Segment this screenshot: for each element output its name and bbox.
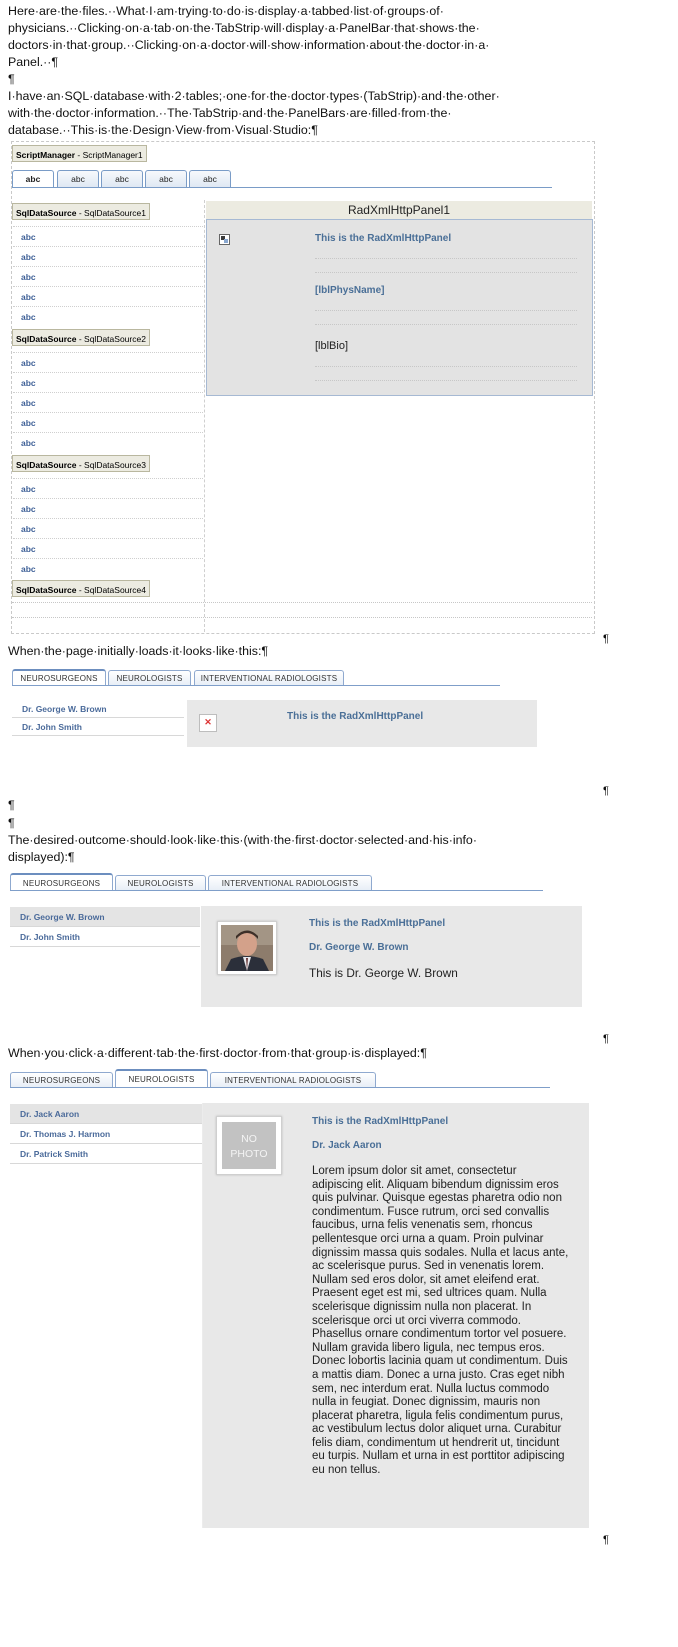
design-tab[interactable]: abc <box>57 170 99 187</box>
radxmlhttppanel <box>201 906 582 1007</box>
intro-line: database.··This·is·the·Design·View·from·Visual·Studio:¶ <box>8 123 318 137</box>
design-panelbar-item[interactable]: abc <box>21 564 36 574</box>
tab-neurosurgeons[interactable]: NEUROSURGEONS <box>10 873 113 891</box>
tab-interventional-radiologists[interactable]: INTERVENTIONAL RADIOLOGISTS <box>194 670 344 686</box>
tab-neurologists[interactable]: NEUROLOGISTS <box>108 670 191 686</box>
no-photo-image <box>222 1122 276 1169</box>
design-panelbar-item[interactable]: abc <box>21 418 36 428</box>
panel-header-label: RadXmlHttpPanel1 <box>347 203 451 217</box>
design-panelbar-item[interactable]: abc <box>21 504 36 514</box>
doctor-item-selected[interactable]: Dr. George W. Brown <box>10 907 200 927</box>
no-photo-placeholder <box>216 1116 282 1175</box>
design-panel <box>206 219 593 396</box>
paragraph-mark: ¶ <box>603 1033 609 1045</box>
panel-title: This is the RadXmlHttpPanel <box>312 1116 449 1127</box>
design-panelbar-item[interactable]: abc <box>21 232 36 242</box>
design-tab[interactable]: abc <box>12 170 54 188</box>
design-panelbar-item[interactable]: abc <box>21 398 36 408</box>
design-panelbar-item[interactable]: abc <box>21 484 36 494</box>
doctor-item[interactable]: Dr. John Smith <box>10 927 200 947</box>
intro-line: with·the·doctor·information.··The·TabStrip·and·the·PanelBars·are·filled·from·the· <box>8 106 452 120</box>
panel-header <box>206 201 592 220</box>
design-panelbar-item[interactable]: abc <box>21 312 36 322</box>
script-manager-tag: ScriptManager - ScriptManager1 <box>12 145 147 162</box>
no-photo-label: PHOTO <box>230 1148 268 1160</box>
intro-line: I·have·an·SQL·database·with·2·tables;·one·for·the·doctor·types·(TabStrip)·and·the·other· <box>8 89 500 103</box>
design-tab[interactable]: abc <box>145 170 187 187</box>
caption: The·desired·outcome·should·look·like·this·(with·the·first·doctor·selected·and·his·info· <box>8 833 477 847</box>
bio-label: [lblBio] <box>315 340 349 352</box>
design-panelbar-item[interactable]: abc <box>21 252 36 262</box>
phys-name-label: [lblPhysName] <box>315 285 385 296</box>
tab-interventional-radiologists[interactable]: INTERVENTIONAL RADIOLOGISTS <box>208 875 372 891</box>
design-panelbar-item[interactable]: abc <box>21 358 36 368</box>
sqldatasource-tag: SqlDataSource - SqlDataSource1 <box>12 203 150 220</box>
paragraph-mark: ¶ <box>603 633 609 645</box>
tab-neurosurgeons[interactable]: NEUROSURGEONS <box>12 669 106 685</box>
tab-neurologists[interactable]: NEUROLOGISTS <box>115 1069 208 1088</box>
intro-line: Panel.··¶ <box>8 55 59 69</box>
doctor-item[interactable]: Dr. George W. Brown <box>12 700 184 718</box>
design-panelbar-item[interactable]: abc <box>21 272 36 282</box>
broken-image-icon: ✕ <box>199 714 217 732</box>
paragraph-mark: ¶ <box>8 798 15 812</box>
design-panelbar-item[interactable]: abc <box>21 378 36 388</box>
doctor-photo-image <box>221 925 273 971</box>
caption: When·you·click·a·different·tab·the·first·doctor·from·that·group·is·displayed:¶ <box>8 1046 427 1060</box>
paragraph-mark: ¶ <box>603 1534 609 1546</box>
no-photo-label: NO <box>241 1133 257 1145</box>
doctor-item[interactable]: Dr. John Smith <box>12 718 184 736</box>
intro-line: Here·are·the·files.··What·I·am·trying·to·do·is·display·a·tabbed·list·of·groups·of· <box>8 4 444 18</box>
doctor-photo <box>217 921 277 975</box>
doctor-name: Dr. Jack Aaron <box>312 1140 382 1151</box>
design-panelbar-item[interactable]: abc <box>21 524 36 534</box>
design-panelbar-item[interactable]: abc <box>21 292 36 302</box>
doctor-item[interactable]: Dr. Thomas J. Harmon <box>10 1124 202 1144</box>
intro-line: doctors·in·that·group.··Clicking·on·a·doctor·will·show·information·about·the·doctor·in·a· <box>8 38 490 52</box>
design-tab[interactable]: abc <box>189 170 231 187</box>
paragraph-mark: ¶ <box>8 72 15 86</box>
sqldatasource-tag: SqlDataSource - SqlDataSource4 <box>12 580 150 597</box>
caption: When·the·page·initially·loads·it·looks·like·this:¶ <box>8 644 269 658</box>
doctor-bio: Lorem ipsum dolor sit amet, consectetur adipiscing elit. Aliquam bibendum dignissim eros quis pulvinar. Quisque egestas pharetra odio non condimentum. Fusce rutrum, orci sed convallis faucibus, urna felis venenatis sem, rhoncus pellentesque orci urna a quam. Proin pulvinar dignissim massa quis sodales. Nulla et lacus ante, ac scelerisque purus. Sed in venenatis lorem. Nullam sed eros dolor, sit amet eleifend erat. Praesent eget est mi, sed ultrices quam. Nulla scelerisque dignissim nulla non placerat. In scelerisque orci ut orci viverra commodo. Phasellus ornare condimentum tortor vel posuere. Nullam gravida libero ligula, nec tempus eros. Donec lobortis lacinia quam ut condimentum. Duis a mattis diam. Donec a urna justo. Cras eget nibh sem, nec interdum erat. Nulla luctus commodo nulla in feugiat. Donec dignissim, mauris non placerat pharetra, ligula felis condimentum purus, ac vestibulum lectus dolor aliquet urna. Curabitur felis diam, condimentum ut hendrerit ut, tincidunt eu turpis. Nullam et urna in est porttitor adipiscing eu non tellus. <box>312 1165 569 1477</box>
tab-neurologists[interactable]: NEUROLOGISTS <box>115 875 206 891</box>
panel-title: This is the RadXmlHttpPanel <box>287 711 424 722</box>
radxmlhttppanel <box>187 700 537 747</box>
design-tab[interactable]: abc <box>101 170 143 187</box>
doctor-bio: This is Dr. George W. Brown <box>309 966 458 980</box>
paragraph-mark: ¶ <box>8 816 15 830</box>
panel-title: This is the RadXmlHttpPanel <box>315 233 452 244</box>
doctor-item-selected[interactable]: Dr. Jack Aaron <box>10 1104 202 1124</box>
radxmlhttppanel <box>203 1103 589 1528</box>
panel-title: This is the RadXmlHttpPanel <box>309 918 446 929</box>
sqldatasource-tag: SqlDataSource - SqlDataSource3 <box>12 455 150 472</box>
intro-line: physicians.··Clicking·on·a·tab·on·the·TabStrip·will·display·a·PanelBar·that·shows·the· <box>8 21 480 35</box>
doctor-item[interactable]: Dr. Patrick Smith <box>10 1144 202 1164</box>
doctor-name: Dr. George W. Brown <box>309 942 409 953</box>
broken-image-icon <box>219 234 230 245</box>
design-panelbar-item[interactable]: abc <box>21 438 36 448</box>
design-tabstrip <box>12 170 572 190</box>
tab-neurosurgeons[interactable]: NEUROSURGEONS <box>10 1072 113 1088</box>
paragraph-mark: ¶ <box>603 785 609 797</box>
caption: displayed):¶ <box>8 850 75 864</box>
design-panelbar-item[interactable]: abc <box>21 544 36 554</box>
tab-interventional-radiologists[interactable]: INTERVENTIONAL RADIOLOGISTS <box>210 1072 376 1088</box>
sqldatasource-tag: SqlDataSource - SqlDataSource2 <box>12 329 150 346</box>
